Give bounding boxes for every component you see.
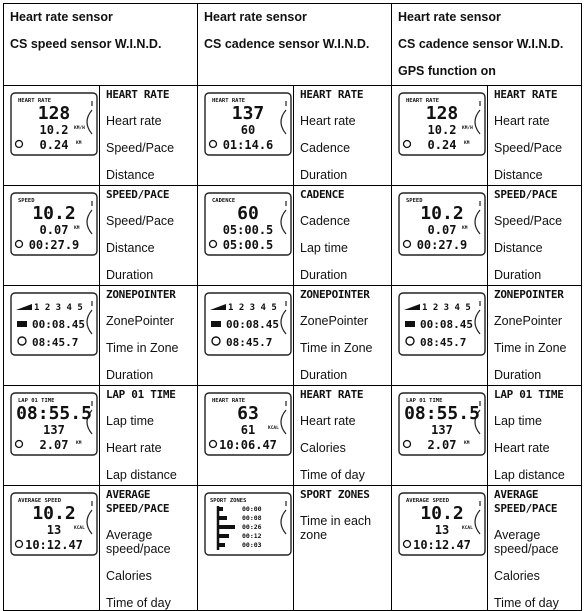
display-views-table (3, 3, 582, 611)
view-title: HEART RATE (106, 88, 170, 101)
view-item: Lap distance (106, 468, 177, 482)
screen-line-3: 08:45.7 (420, 336, 467, 349)
view-item: Heart rate (494, 114, 550, 128)
description-cell (294, 286, 392, 386)
view-title: LAP 01 TIME (494, 388, 564, 401)
view-title: HEART RATE (300, 388, 364, 401)
watch-screen (10, 492, 98, 556)
view-item: Average speed/pace (106, 528, 171, 556)
view-item: Lap time (300, 241, 348, 255)
screen-line-2: 137 (431, 423, 453, 437)
screen-cell (4, 286, 100, 386)
table-row (4, 386, 582, 486)
table-body (4, 4, 582, 611)
screen-main-value: 128 (37, 103, 71, 124)
zone-time-icon (405, 321, 415, 327)
view-item: Heart rate (106, 114, 162, 128)
view-item: Cadence (300, 141, 351, 155)
zone-time: 00:26 (242, 523, 262, 531)
screen-label: LAP 01 TIME (406, 398, 443, 404)
view-item: Distance (106, 168, 155, 182)
screen-cell (4, 186, 100, 286)
screen-main-value: 137 (231, 103, 265, 124)
screen-cell (198, 186, 294, 286)
view-item: Calories (300, 441, 346, 455)
view-item: Time in each zone (300, 514, 372, 542)
view-item: Time in Zone (494, 341, 567, 355)
table-row (4, 486, 582, 611)
watch-screen (204, 92, 292, 156)
screen-line-3: 10:12.47 (413, 538, 471, 552)
view-title: HEART RATE (300, 88, 364, 101)
header-line: CS cadence sensor W.I.N.D. (204, 37, 370, 51)
screen-line-3: 08:45.7 (226, 336, 273, 349)
screen-line-2-unit: KM (462, 226, 468, 231)
watch-screen (204, 192, 292, 256)
screen-label: AVERAGE SPEED (18, 498, 62, 504)
screen-line-2: 00:08.45 (32, 318, 85, 331)
watch-screen (204, 492, 292, 556)
screen-line-2: 0.07 (39, 223, 69, 237)
screen-label: SPORT ZONES (210, 498, 247, 504)
watch-screen (10, 192, 98, 256)
view-title: ZONEPOINTER (494, 288, 564, 301)
zone-scale: 1 2 3 4 5 (228, 303, 277, 313)
screen-line-3-unit: KM (76, 141, 82, 146)
view-item: Calories (494, 569, 540, 583)
zone-time: 00:00 (242, 505, 262, 513)
view-title: SPEED/PACE (106, 502, 170, 515)
view-item: Time of day (106, 596, 171, 610)
watch-screen (10, 392, 98, 456)
view-item: ZonePointer (106, 314, 175, 328)
column-header-speed-sensor (4, 4, 198, 86)
watch-screen (398, 292, 486, 356)
header-line: CS cadence sensor W.I.N.D. (398, 37, 564, 51)
screen-main-value: 10.2 (32, 503, 76, 524)
zone-bar (219, 507, 223, 511)
screen-line-2-unit: KM/H (462, 126, 473, 131)
description-cell (488, 286, 582, 386)
screen-main-value: 08:55.5 (404, 403, 480, 424)
screen-label: HEART RATE (212, 98, 246, 104)
screen-line-3: 00:27.9 (416, 238, 468, 252)
screen-cell (4, 386, 100, 486)
view-item: Time of day (494, 596, 559, 610)
description-cell (100, 86, 198, 186)
screen-line-2-unit: KCAL (268, 426, 279, 431)
view-item: Heart rate (300, 414, 356, 428)
zone-bar (219, 516, 227, 520)
watch-screen (398, 92, 486, 156)
view-title: ZONEPOINTER (300, 288, 370, 301)
screen-line-3-unit: KM (76, 441, 82, 446)
watch-screen (10, 292, 98, 356)
description-cell (488, 386, 582, 486)
view-title: SPEED/PACE (494, 188, 558, 201)
view-item: Lap time (106, 414, 154, 428)
column-header-cadence-gps (392, 4, 582, 86)
screen-cell (392, 386, 488, 486)
header-line: Heart rate sensor (204, 10, 307, 24)
screen-cell (198, 286, 294, 386)
screen-main-value: 08:55.5 (16, 403, 92, 424)
screen-line-3: 05:00.5 (222, 238, 274, 252)
screen-label: AVERAGE SPEED (406, 498, 450, 504)
screen-line-2: 00:08.45 (420, 318, 473, 331)
description-cell (100, 486, 198, 611)
zone-time-icon (17, 321, 27, 327)
screen-cell (4, 86, 100, 186)
view-item: Duration (300, 268, 348, 282)
watch-screen (398, 492, 486, 556)
screen-line-3-unit: KM (464, 441, 470, 446)
description-cell (100, 186, 198, 286)
view-item: Speed/Pace (106, 141, 175, 155)
watch-screen (398, 192, 486, 256)
screen-line-2: 137 (43, 423, 65, 437)
view-title: CADENCE (300, 188, 345, 201)
view-item: Lap distance (494, 468, 565, 482)
description-cell (294, 186, 392, 286)
zone-time-icon (211, 321, 221, 327)
column-header-cadence-sensor (198, 4, 392, 86)
watch-screen (398, 392, 486, 456)
view-item: Speed/Pace (106, 214, 175, 228)
screen-line-3: 01:14.6 (222, 138, 274, 152)
zone-scale: 1 2 3 4 5 (422, 303, 471, 313)
view-item: Duration (300, 168, 348, 182)
screen-cell (198, 86, 294, 186)
zone-scale: 1 2 3 4 5 (34, 303, 83, 313)
screen-line-2: 0.07 (427, 223, 457, 237)
view-item: Time in Zone (106, 341, 179, 355)
view-item: Distance (106, 241, 155, 255)
screen-main-value: 10.2 (420, 203, 464, 224)
header-line: GPS function on (398, 64, 496, 78)
zone-time: 00:03 (242, 541, 262, 549)
description-cell (294, 486, 392, 611)
table-row (4, 186, 582, 286)
zone-time: 00:12 (242, 532, 262, 540)
view-item: ZonePointer (300, 314, 369, 328)
screen-line-3: 10:06.47 (219, 438, 277, 452)
view-title: SPEED/PACE (494, 502, 558, 515)
table-row (4, 86, 582, 186)
screen-main-value: 60 (237, 203, 259, 224)
watch-screen (204, 292, 292, 356)
description-cell (488, 86, 582, 186)
view-item: Heart rate (106, 441, 162, 455)
screen-line-2: 60 (240, 123, 256, 137)
screen-line-3: 10:12.47 (25, 538, 83, 552)
screen-line-3-unit: KM (464, 141, 470, 146)
view-item: Distance (494, 168, 543, 182)
description-cell (100, 286, 198, 386)
view-item: Average speed/pace (494, 528, 559, 556)
screen-line-2-unit: KCAL (462, 526, 473, 531)
view-title: ZONEPOINTER (106, 288, 176, 301)
screen-line-2: 10.2 (427, 123, 457, 137)
view-item: Heart rate (494, 441, 550, 455)
screen-cell (4, 486, 100, 611)
view-item: Distance (494, 241, 543, 255)
screen-main-value: 63 (237, 403, 259, 424)
view-item: Cadence (300, 214, 351, 228)
screen-cell (198, 486, 294, 611)
view-item: Duration (494, 368, 542, 382)
view-title: AVERAGE (494, 488, 539, 501)
watch-screen (10, 92, 98, 156)
screen-line-2: 13 (434, 523, 450, 537)
header-line: CS speed sensor W.I.N.D. (10, 37, 162, 51)
view-item: Duration (106, 268, 154, 282)
description-cell (488, 186, 582, 286)
zone-bar (219, 543, 225, 547)
view-item: Duration (300, 368, 348, 382)
zone-bar (219, 525, 235, 529)
header-line: Heart rate sensor (10, 10, 113, 24)
view-item: Lap time (494, 414, 542, 428)
screen-line-2: 10.2 (39, 123, 69, 137)
description-cell (294, 86, 392, 186)
screen-line-2: 13 (46, 523, 62, 537)
screen-line-3: 0.24 (39, 138, 69, 152)
screen-label: HEART RATE (212, 398, 246, 404)
description-cell (100, 386, 198, 486)
screen-line-2-unit: KM/H (74, 126, 85, 131)
view-item: Duration (106, 368, 154, 382)
view-item: Speed/Pace (494, 141, 563, 155)
description-cell (294, 386, 392, 486)
screen-cell (392, 486, 488, 611)
description-cell (488, 486, 582, 611)
screen-label: SPEED (406, 198, 423, 204)
view-item: Calories (106, 569, 152, 583)
watch-screen (204, 392, 292, 456)
screen-main-value: 10.2 (420, 503, 464, 524)
screen-line-3: 0.24 (427, 138, 457, 152)
screen-line-2: 05:00.5 (222, 223, 274, 237)
screen-label: LAP 01 TIME (18, 398, 55, 404)
view-item: Duration (494, 268, 542, 282)
header-row (4, 4, 582, 86)
screen-cell (392, 286, 488, 386)
screen-label: HEART RATE (18, 98, 52, 104)
view-title: SPEED/PACE (106, 188, 170, 201)
screen-cell (392, 186, 488, 286)
screen-main-value: 128 (425, 103, 459, 124)
header-line: Heart rate sensor (398, 10, 501, 24)
screen-line-3: 00:27.9 (28, 238, 80, 252)
zone-time: 00:08 (242, 514, 262, 522)
screen-label: HEART RATE (406, 98, 440, 104)
screen-main-value: 10.2 (32, 203, 76, 224)
view-title: SPORT ZONES (300, 488, 370, 501)
screen-line-3: 2.07 (427, 438, 457, 452)
screen-cell (198, 386, 294, 486)
view-item: ZonePointer (494, 314, 563, 328)
screen-label: SPEED (18, 198, 35, 204)
screen-line-2-unit: KM (74, 226, 80, 231)
screen-line-2-unit: KCAL (74, 526, 85, 531)
view-title: AVERAGE (106, 488, 151, 501)
screen-line-3: 2.07 (39, 438, 69, 452)
screen-line-2: 61 (240, 423, 256, 437)
view-title: HEART RATE (494, 88, 558, 101)
screen-line-2: 00:08.45 (226, 318, 279, 331)
screen-line-3: 08:45.7 (32, 336, 79, 349)
view-item: Time of day (300, 468, 365, 482)
view-item: Heart rate (300, 114, 356, 128)
table-row (4, 286, 582, 386)
screen-cell (392, 86, 488, 186)
view-item: Speed/Pace (494, 214, 563, 228)
view-title: LAP 01 TIME (106, 388, 176, 401)
view-item: Time in Zone (300, 341, 373, 355)
zone-bar (219, 534, 229, 538)
screen-label: CADENCE (212, 198, 236, 204)
